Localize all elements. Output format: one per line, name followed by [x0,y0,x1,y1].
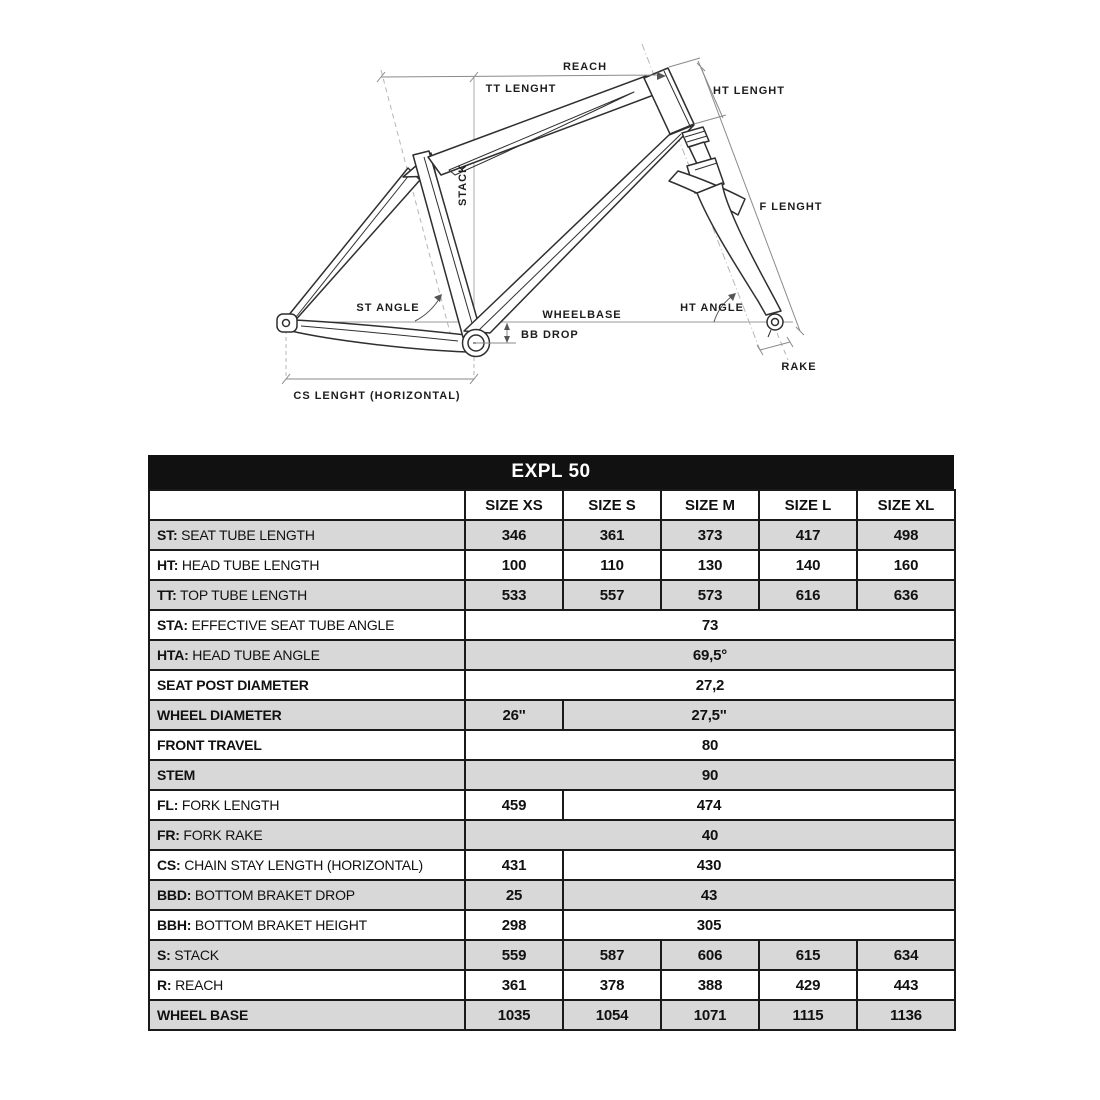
row-label: CS: CHAIN STAY LENGTH (HORIZONTAL) [149,850,465,880]
row-label [149,670,465,700]
cell-value: 1054 [563,1000,661,1030]
cell-value: 606 [661,940,759,970]
row-code: FRONT TRAVEL [157,737,262,753]
cell-value: 616 [759,580,857,610]
cell-value: 636 [857,580,955,610]
bike-frame-drawing [277,68,694,357]
size-header-xs: SIZE XS [465,490,563,520]
size-header-m: SIZE M [661,490,759,520]
label-ht-length: HT LENGHT [713,85,785,97]
size-header-row [149,490,955,520]
cell-value: 160 [857,550,955,580]
cell-value: 27,5'' [563,700,955,730]
label-cs-length: CS LENGHT (HORIZONTAL) [293,390,461,402]
row-code: BBD: [157,887,192,903]
cell-value: 417 [759,520,857,550]
cell-value: 346 [465,520,563,550]
row-code: WHEEL BASE [157,1007,249,1023]
row-label: BBD: BOTTOM BRAKET DROP [149,880,465,910]
cell-value: 429 [759,970,857,1000]
table-row [149,550,955,580]
cell-value: 26'' [465,700,563,730]
cell-value: 69,5° [465,640,955,670]
row-label [149,1000,465,1030]
cell-value: 388 [661,970,759,1000]
row-label: ST: SEAT TUBE LENGTH [149,520,465,550]
row-code: STA: [157,617,188,633]
cell-value: 443 [857,970,955,1000]
row-code: CS: [157,857,181,873]
table-row [149,970,955,1000]
geometry-table [148,489,956,1031]
cell-value: 90 [465,760,955,790]
cell-value: 27,2 [465,670,955,700]
row-label: R: REACH [149,970,465,1000]
row-code: HTA: [157,647,189,663]
label-tt-length: TT LENGHT [485,83,557,95]
table-row [149,700,955,730]
table-row [149,580,955,610]
size-header-empty [149,490,465,520]
row-code: FR: [157,827,180,843]
cell-value: 73 [465,610,955,640]
cell-value: 361 [465,970,563,1000]
cell-value: 1071 [661,1000,759,1030]
cell-value: 573 [661,580,759,610]
table-row [149,880,955,910]
table-row [149,940,955,970]
row-label: FR: FORK RAKE [149,820,465,850]
cell-value: 25 [465,880,563,910]
label-ht-angle: HT ANGLE [680,302,744,314]
cell-value: 80 [465,730,955,760]
cell-value: 140 [759,550,857,580]
row-code: BBH: [157,917,192,933]
row-label: TT: TOP TUBE LENGTH [149,580,465,610]
cell-value: 474 [563,790,955,820]
row-label: BBH: BOTTOM BRAKET HEIGHT [149,910,465,940]
table-row [149,610,955,640]
table-row [149,790,955,820]
row-label: FL: FORK LENGTH [149,790,465,820]
cell-value: 1136 [857,1000,955,1030]
spec-table-section [148,455,954,1031]
table-row [149,850,955,880]
row-label: HT: HEAD TUBE LENGTH [149,550,465,580]
table-row [149,1000,955,1030]
cell-value: 634 [857,940,955,970]
row-code: TT: [157,587,177,603]
table-row [149,520,955,550]
row-label: S: STACK [149,940,465,970]
row-code: SEAT POST DIAMETER [157,677,309,693]
cell-value: 1115 [759,1000,857,1030]
table-row [149,760,955,790]
row-code: WHEEL DIAMETER [157,707,282,723]
size-header-xl: SIZE XL [857,490,955,520]
row-label: STA: EFFECTIVE SEAT TUBE ANGLE [149,610,465,640]
label-wheelbase: WHEELBASE [542,309,622,321]
geometry-diagram [0,0,1100,450]
cell-value: 498 [857,520,955,550]
label-reach: REACH [562,61,608,73]
table-row [149,640,955,670]
cell-value: 110 [563,550,661,580]
cell-value: 43 [563,880,955,910]
row-label [149,700,465,730]
cell-value: 100 [465,550,563,580]
table-row [149,820,955,850]
cell-value: 305 [563,910,955,940]
bike-geometry-svg [0,0,1100,450]
cell-value: 130 [661,550,759,580]
row-code: ST: [157,527,178,543]
cell-value: 533 [465,580,563,610]
row-label [149,730,465,760]
row-label [149,760,465,790]
cell-value: 559 [465,940,563,970]
cell-value: 459 [465,790,563,820]
cell-value: 378 [563,970,661,1000]
label-bb-drop: BB DROP [521,329,579,341]
cell-value: 430 [563,850,955,880]
cell-value: 373 [661,520,759,550]
row-code: R: [157,977,172,993]
size-header-s: SIZE S [563,490,661,520]
cell-value: 587 [563,940,661,970]
row-code: STEM [157,767,196,783]
table-row [149,910,955,940]
row-label: HTA: HEAD TUBE ANGLE [149,640,465,670]
cell-value: 40 [465,820,955,850]
table-title: EXPL 50 [148,455,954,489]
cell-value: 298 [465,910,563,940]
row-code: FL: [157,797,179,813]
cell-value: 361 [563,520,661,550]
label-rake: RAKE [781,361,817,373]
label-stack: STACK [457,163,469,207]
row-code: HT: [157,557,179,573]
cell-value: 1035 [465,1000,563,1030]
table-row [149,730,955,760]
table-row [149,670,955,700]
label-st-angle: ST ANGLE [356,302,420,314]
cell-value: 615 [759,940,857,970]
size-header-l: SIZE L [759,490,857,520]
cell-value: 557 [563,580,661,610]
label-f-length: F LENGHT [759,201,823,213]
cell-value: 431 [465,850,563,880]
row-code: S: [157,947,171,963]
